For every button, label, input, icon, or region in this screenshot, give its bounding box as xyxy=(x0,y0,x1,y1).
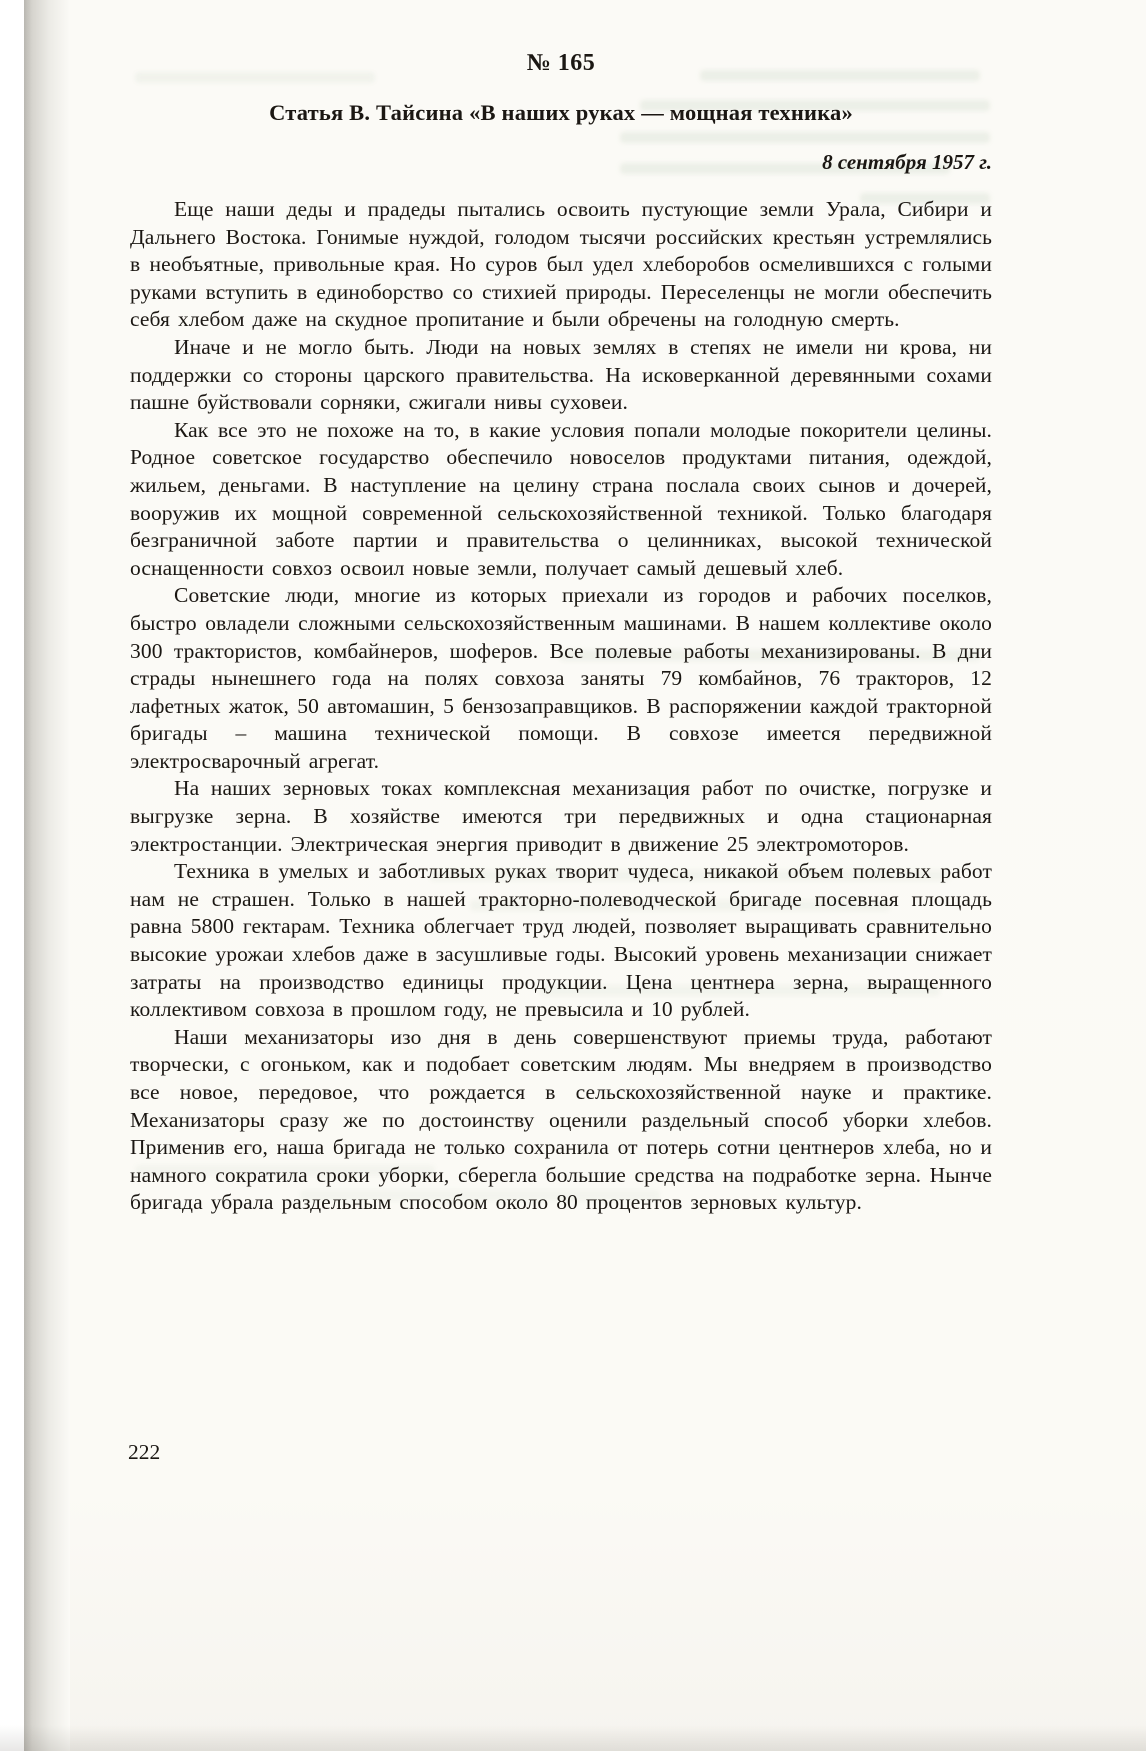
page-left-edge-shadow xyxy=(24,0,70,1751)
article-paragraph: Наши механизаторы изо дня в день совершенствуют приемы труда, работают творчески, с огоньком, как и подобает советским людям. Мы внедряем в производство все новое, передовое, что рождается в сельскохозяйственной науке и практике. Механизаторы сразу же по достоинству оценили раздельный способ уборки хлебов. Применив его, наша бригада не только сохранила от потерь сотни центнеров хлеба, но и намного сократила сроки уборки, сберегла большие средства на подработке зерна. Нынче бригада убрала раздельным способом около 80 процентов зерновых культур. xyxy=(130,1024,992,1215)
article-paragraph: Как все это не похоже на то, в какие условия попали молодые покорители целины. Родное советское государство обеспечило новоселов продуктами питания, одеждой, жильем, деньгами. В наступление на целину страна послала своих сынов и дочерей, вооружив их мощной современной сельскохозяйственной техникой. Только благодаря безграничной заботе партии и правительства о целинниках, высокой технической оснащенности совхоз освоил новые земли, получает самый дешевый хлеб. xyxy=(130,417,992,580)
page-number: 222 xyxy=(128,1440,161,1464)
article-paragraph: На наших зерновых токах комплексная механизация работ по очистке, погрузке и выгрузке зерна. В хозяйстве имеются три передвижных и одна стационарная электростанции. Электрическая энергия приводит в движение 25 электромоторов. xyxy=(130,776,992,856)
page-content xyxy=(130,50,992,1217)
article-body xyxy=(130,196,992,1217)
page-bottom-shadow xyxy=(0,1725,1146,1751)
article-paragraph: Техника в умелых и заботливых руках творит чудеса, никакой объем полевых работ нам не страшен. Только в нашей тракторно-полеводческой бригаде посевная площадь равна 5800 гектарам. Техника облегчает труд людей, позволяет выращивать сравнительно высокие урожаи хлебов даже в засушливые годы. Высокий уровень механизации снижает затраты на производство единицы продукции. Цена центнера зерна, выращенного коллективом совхоза в прошлом году, не превысила и 10 рублей. xyxy=(130,859,992,1022)
article-paragraph: Советские люди, многие из которых приехали из городов и рабочих поселков, быстро овладели сложными сельскохозяйственным машинами. В нашем коллективе около 300 трактористов, комбайнеров, шоферов. Все полевые работы механизированы. В дни страды нынешнего года на полях совхоза заняты 79 комбайнов, 76 тракторов, 12 лафетных жаток, 50 автомашин, 5 бензозаправщиков. В распоряжении каждой тракторной бригады – машина технической помощи. В совхозе имеется передвижной электросварочный агрегат. xyxy=(130,583,992,773)
article-title: Статья В. Тайсина «В наших руках — мощная техника» xyxy=(269,100,853,125)
document-number: № 165 xyxy=(526,50,596,76)
article-date: 8 сентября 1957 г. xyxy=(822,150,992,174)
article-paragraph: Еще наши деды и прадеды пытались освоить пустующие земли Урала, Сибири и Дальнего Востока. Гонимые нуждой, голодом тысячи российских крестьян устремлялись в необъятные, привольные края. Но суров был удел хлеборобов осмелившихся с голыми руками вступить в единоборство со стихией природы. Переселенцы не могли обеспечить себя хлебом даже на скудное пропитание и были обречены на голодную смерть. xyxy=(130,197,992,332)
scanner-background-strip xyxy=(0,0,24,1751)
article-paragraph: Иначе и не могло быть. Люди на новых землях в степях не имели ни крова, ни поддержки со стороны царского правительства. На исковерканной деревянными сохами пашне буйствовали сорняки, сжигали нивы суховеи. xyxy=(130,334,992,415)
